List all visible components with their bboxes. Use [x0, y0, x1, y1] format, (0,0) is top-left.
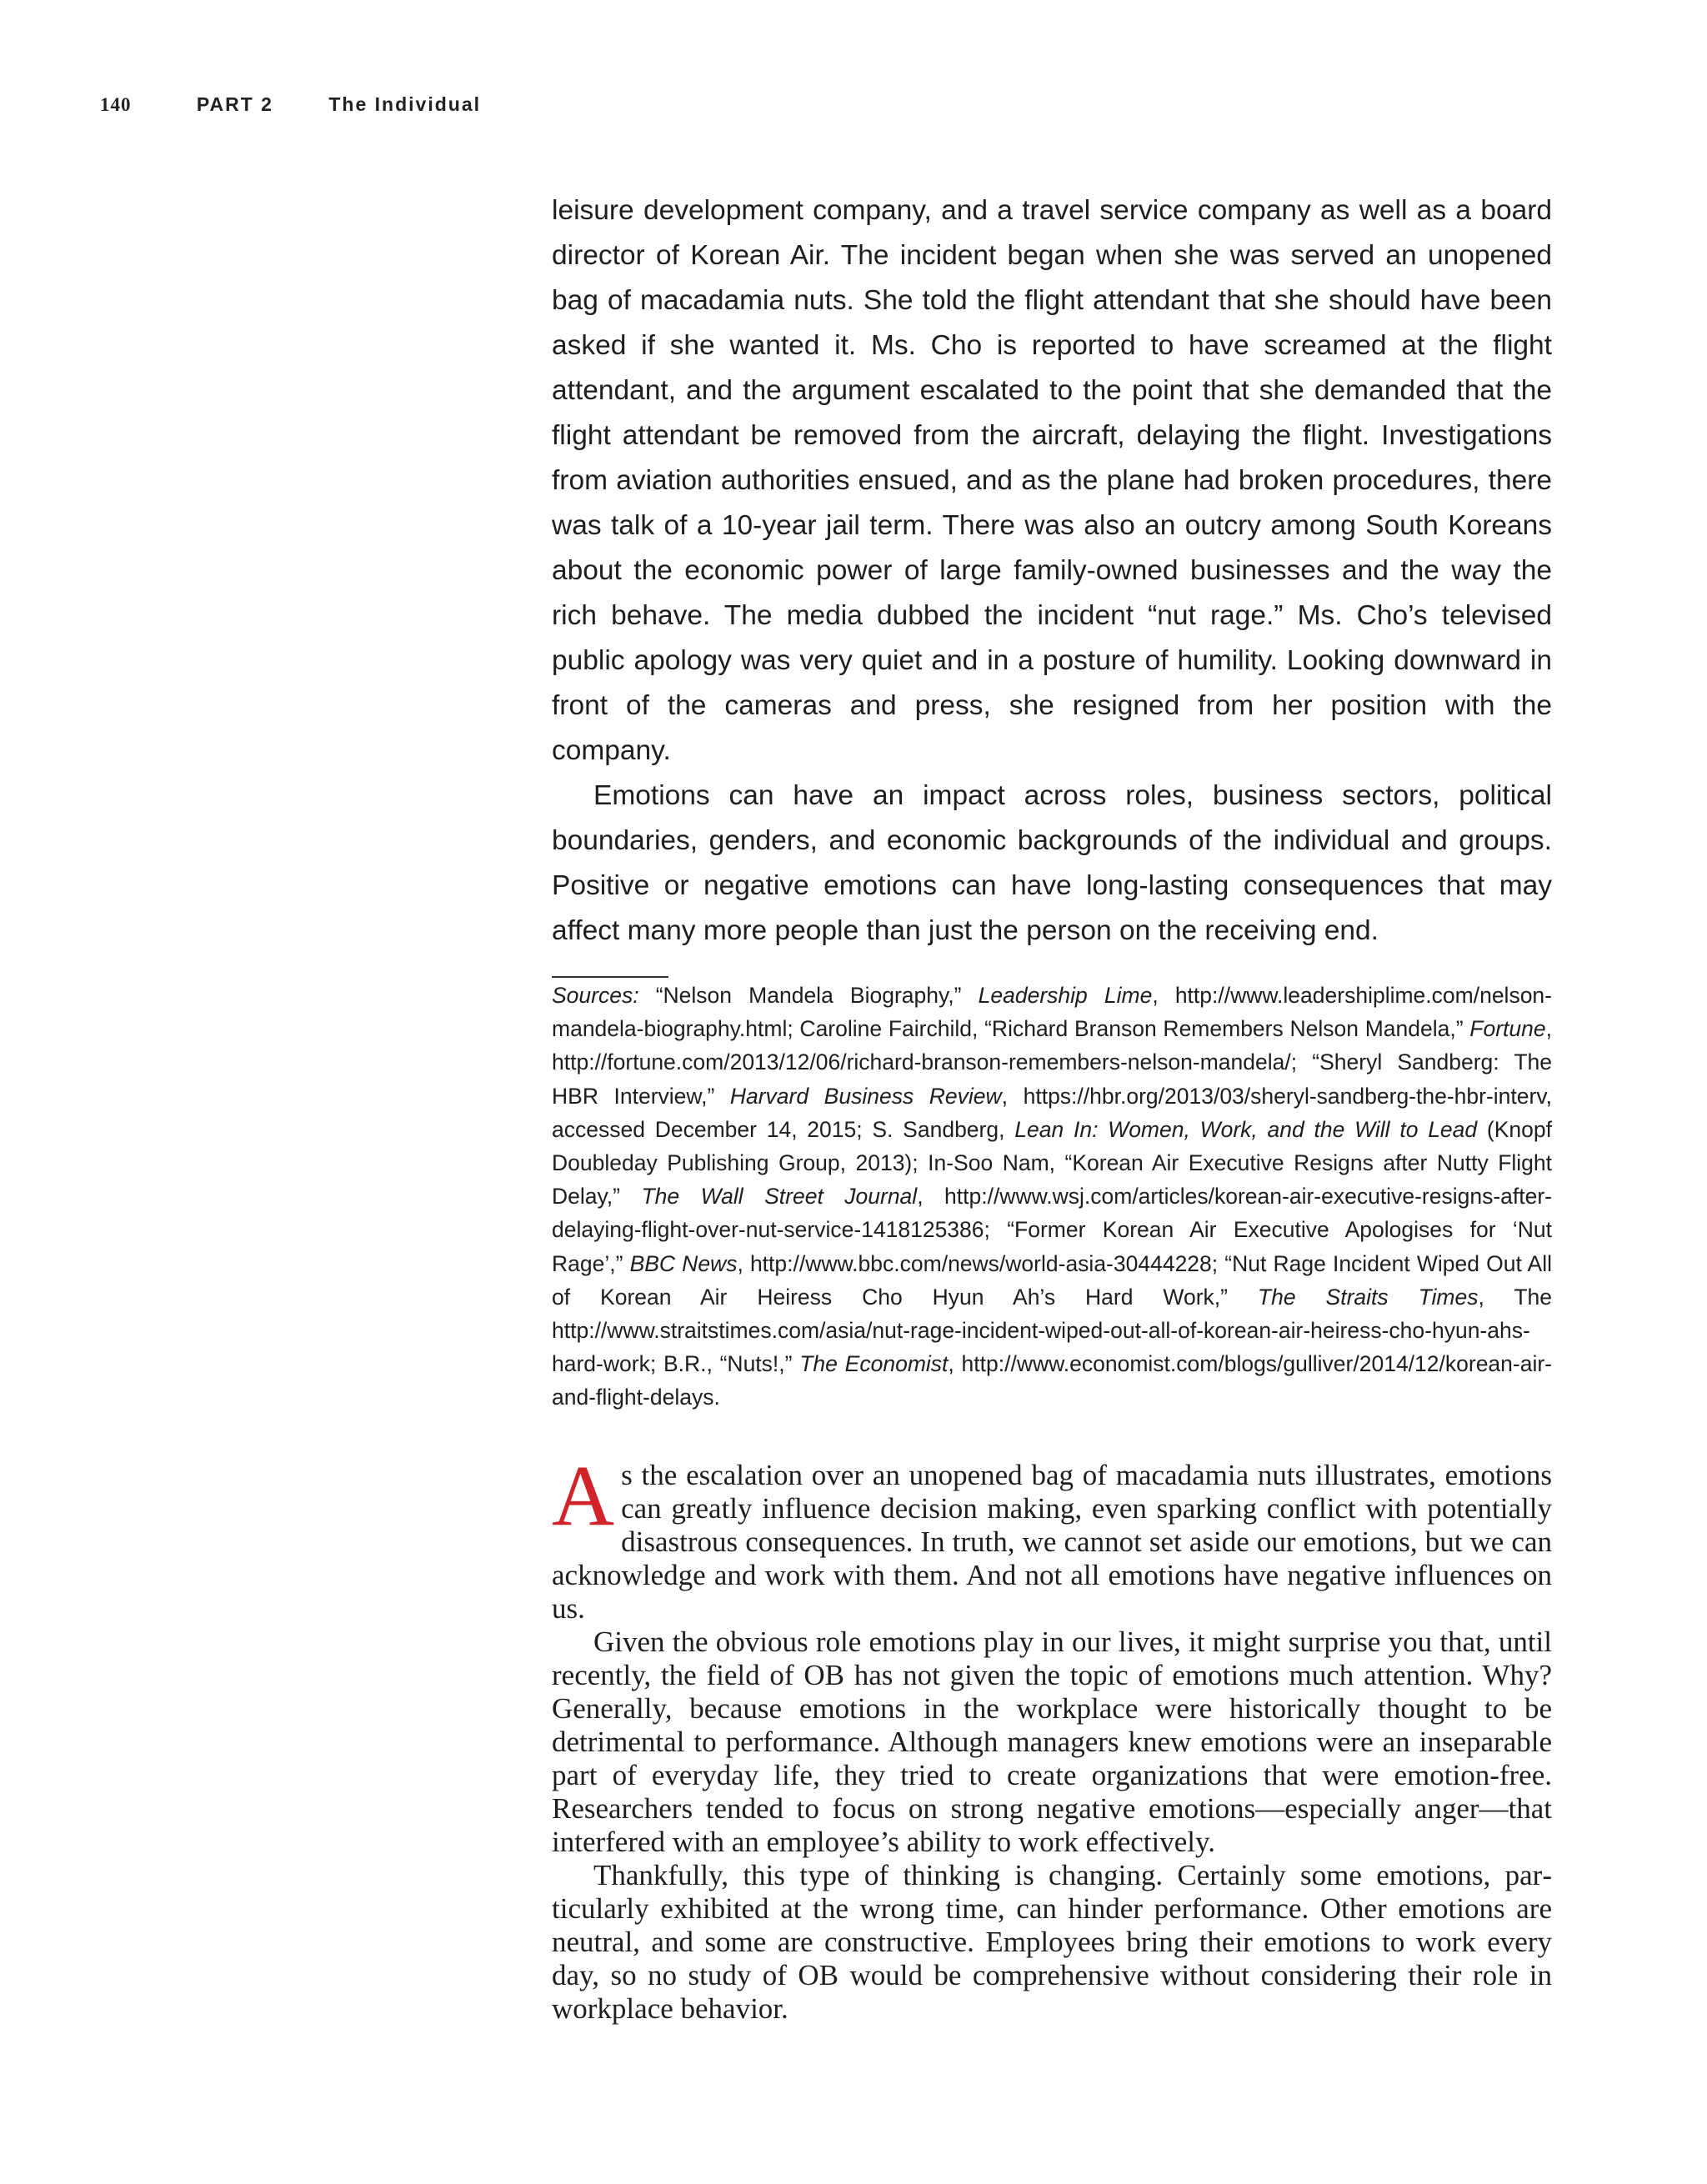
body-paragraph-1: As the escalation over an unopened bag of macadamia nuts illustrates, emotions can greatly influence decision making, even sparking conflict with potentially disastrous consequences. In truth, we cannot set aside our emotions, but we can acknowledge and work with them. And not all emotions have negative influences on us. — [552, 1448, 1552, 1625]
section-title: The Individual — [328, 93, 481, 115]
body-paragraph-2: Given the obvious role emotions play in our lives, it might surprise you that, until recently, the field of OB has not given the topic of emotions much attention. Why? Generally, because emotions in the workplace were historically thought to be detrimental to performance. Although managers knew emotions were an inseparable part of everyday life, they tried to create organizations that were emotion-free. Researchers tended to focus on strong negative emotions—especially anger—that interfered with an employee’s ability to work effectively. — [552, 1625, 1552, 1858]
page-number: 140 — [100, 94, 132, 115]
case-paragraph-2: Emotions can have an impact across roles, business sectors, political boundaries, genders, and economic backgrounds of the individual and groups. Positive or negative emotions can have long-lasting consequences that may affect many more people than just the person on the receiving end. — [552, 780, 1552, 946]
source-title: The Wall Street Journal — [641, 1184, 918, 1210]
source-title: Lean In: Women, Work, and the Will to Lead — [1014, 1116, 1478, 1142]
sources-paragraph: Sources: “Nelson Mandela Biography,” Leadership Lime, http://www.leadershiplime.com/nelson-mandela-biography.html; Caroline Fairchild, “Richard Branson Remembers Nelson Mandela,” Fortune, http://fortune.com/2013/12/06/richard-branson-remembers-nelson-mandela/; “Sheryl Sandberg: The HBR Interview,” Harvard Business Review, https://hbr.org/2013/03/sheryl-sandberg-the-hbr-interv, accessed December 14, 2015; S. Sandberg, Lean In: Women, Work, and the Will to Lead (Knopf Doubleday Publishing Group, 2013); In-Soo Nam, “Korean Air Executive Resigns after Nutty Flight Delay,” The Wall Street Journal, http://www.wsj.com/articles/korean-air-executive-resigns-after-delaying-flight-over-nut-service-1418125386; “Former Korean Air Executive Apologises for ‘Nut Rage’,” BBC News, http://www.bbc.com/news/world-asia-30444228; “Nut Rage Incident Wiped Out All of Korean Air Heiress Cho Hyun Ah’s Hard Work,” The Straits Times, The http://www.straitstimes.com/asia/nut-rage-incident-wiped-out-all-of-korean-air-heiress-cho-hyun-ahs-hard-work; B.R., “Nuts!,” The Economist, http://www.economist.com/blogs/gulliver/2014/12/korean-air-and-flight-delays. — [552, 983, 1553, 1410]
source-title: Fortune — [1469, 1016, 1546, 1042]
chapter-body — [552, 1448, 1552, 2026]
sources-label: Sources: — [552, 983, 639, 1008]
source-title: Harvard Business Review — [729, 1083, 1002, 1109]
source-title: Leadership Lime — [978, 983, 1153, 1008]
body-paragraph-3: Thankfully, this type of thinking is changing. Certainly some emotions, particularly exhibited at the wrong time, can hinder performance. Other emotions are neutral, and some are constructive. Employees bring their emotions to work every day, so no study of OB would be comprehensive without considering their role in workplace behavior. — [552, 1859, 1552, 2025]
source-title: The Economist — [799, 1351, 949, 1377]
part-label: PART 2 — [196, 93, 273, 115]
source-title: The Straits Times — [1257, 1284, 1479, 1310]
sources-note — [552, 979, 1552, 1415]
case-paragraph-1: leisure development company, and a travel service company as well as a board director of Korean Air. The incident began when she was served an unopened bag of macadamia nuts. She told the flight attendant that she should have been asked if she wanted it. Ms. Cho is reported to have screamed at the flight attendant, and the argument escalated to the point that she demanded that the flight attendant be removed from the aircraft, delaying the flight. Investigations from aviation authorities ensued, and as the plane had broken procedures, there was talk of a 10-year jail term. There was also an outcry among South Koreans about the economic power of large family-owned businesses and the way the rich behave. The media dubbed the incident “nut rage.” Ms. Cho’s televised public apology was very quiet and in a posture of humility. Looking downward in front of the cameras and press, she resigned from her position with the company. — [552, 195, 1552, 766]
sources-divider — [552, 976, 668, 978]
drop-cap: A — [552, 1448, 615, 1544]
case-continuation — [552, 188, 1552, 954]
source-title: BBC News — [629, 1250, 738, 1276]
running-head — [100, 93, 481, 116]
